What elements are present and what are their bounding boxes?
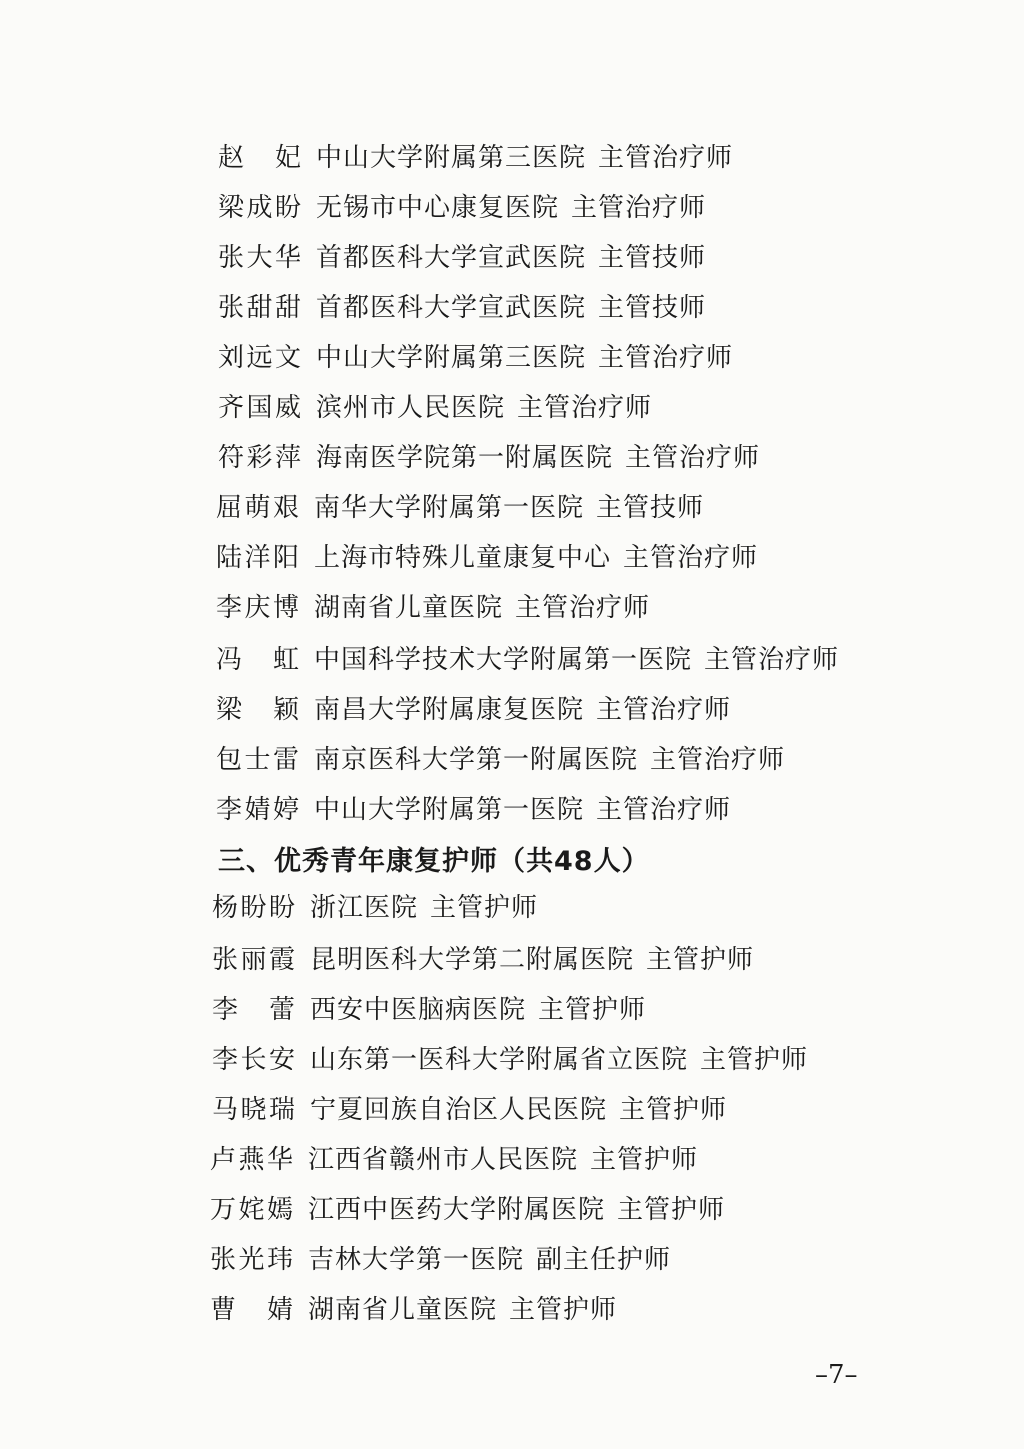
person-name: 符彩萍 [218, 443, 302, 473]
job-title: 主管护师 [430, 893, 539, 923]
organization: 宁夏回族自治区人民医院 [310, 1095, 608, 1125]
job-title: 主管治疗师 [598, 343, 734, 373]
person-name: 李庆博 [216, 593, 300, 623]
list-item [216, 740, 785, 780]
organization: 湖南省儿童医院 [314, 593, 504, 623]
list-item [210, 1190, 725, 1230]
list-item [216, 640, 839, 680]
organization: 昆明医科大学第二附属医院 [310, 945, 635, 975]
job-title: 主管护师 [538, 995, 647, 1025]
person-name: 张光玮 [210, 1245, 294, 1275]
job-title: 副主任护师 [536, 1245, 672, 1275]
person-name: 张丽霞 [212, 945, 296, 975]
organization: 首都医科大学宣武医院 [316, 243, 587, 273]
organization: 首都医科大学宣武医院 [316, 293, 587, 323]
person-name: 包士雷 [216, 745, 300, 775]
person-name: 卢燕华 [210, 1145, 294, 1175]
list-item [212, 1090, 727, 1130]
organization: 南京医科大学第一附属医院 [314, 745, 639, 775]
organization: 滨州市人民医院 [316, 393, 506, 423]
job-title: 主管治疗师 [704, 645, 840, 675]
list-item [218, 138, 733, 178]
job-title: 主管技师 [598, 293, 707, 323]
person-name: 马晓瑞 [212, 1095, 296, 1125]
job-title: 主管技师 [596, 493, 705, 523]
person-name: 齐国威 [218, 393, 302, 423]
person-name: 陆洋阳 [216, 543, 300, 573]
person-name: 张大华 [218, 243, 302, 273]
organization: 中国科学技术大学附属第一医院 [314, 645, 693, 675]
person-name: 李蕾 [212, 995, 296, 1025]
person-name: 刘远文 [218, 343, 302, 373]
person-name: 屈萌艰 [216, 493, 300, 523]
job-title: 主管技师 [598, 243, 707, 273]
person-name: 李长安 [212, 1045, 296, 1075]
organization: 湖南省儿童医院 [308, 1295, 498, 1325]
list-item [216, 790, 731, 830]
organization: 山东第一医科大学附属省立医院 [310, 1045, 689, 1075]
person-name: 万姹嫣 [210, 1195, 294, 1225]
organization: 海南医学院第一附属医院 [316, 443, 614, 473]
job-title: 主管治疗师 [571, 193, 707, 223]
list-item [212, 888, 538, 928]
organization: 浙江医院 [310, 893, 419, 923]
organization: 吉林大学第一医院 [308, 1245, 525, 1275]
list-item [210, 1290, 617, 1330]
job-title: 主管护师 [646, 945, 755, 975]
person-name: 赵妃 [218, 143, 302, 173]
list-item [216, 588, 650, 628]
person-name: 梁成盼 [218, 193, 302, 223]
page-number: –7– [815, 1360, 858, 1390]
person-name: 梁颖 [216, 695, 300, 725]
organization: 西安中医脑病医院 [310, 995, 527, 1025]
list-item [218, 238, 706, 278]
list-item [212, 1040, 808, 1080]
list-item [218, 288, 706, 328]
person-name: 张甜甜 [218, 293, 302, 323]
list-item [216, 488, 704, 528]
job-title: 主管治疗师 [625, 443, 761, 473]
job-title: 主管治疗师 [598, 143, 734, 173]
list-item [216, 538, 758, 578]
organization: 中山大学附属第三医院 [316, 143, 587, 173]
person-name: 杨盼盼 [212, 893, 296, 923]
organization: 江西省赣州市人民医院 [308, 1145, 579, 1175]
job-title: 主管护师 [700, 1045, 809, 1075]
list-item [218, 338, 733, 378]
organization: 南昌大学附属康复医院 [314, 695, 585, 725]
job-title: 主管护师 [617, 1195, 726, 1225]
person-name: 李婧婷 [216, 795, 300, 825]
organization: 无锡市中心康复医院 [316, 193, 560, 223]
organization: 中山大学附属第三医院 [316, 343, 587, 373]
job-title: 主管治疗师 [517, 393, 653, 423]
list-item [212, 940, 754, 980]
organization: 南华大学附属第一医院 [314, 493, 585, 523]
person-name: 曹婧 [210, 1295, 294, 1325]
job-title: 主管治疗师 [596, 695, 732, 725]
list-item [212, 990, 646, 1030]
job-title: 主管治疗师 [596, 795, 732, 825]
job-title: 主管治疗师 [623, 543, 759, 573]
list-item [210, 1240, 671, 1280]
organization: 上海市特殊儿童康复中心 [314, 543, 612, 573]
person-name: 冯虹 [216, 645, 300, 675]
section-heading: 三、优秀青年康复护师（共48人） [218, 846, 650, 877]
list-item [218, 388, 652, 428]
job-title: 主管护师 [619, 1095, 728, 1125]
organization: 中山大学附属第一医院 [314, 795, 585, 825]
organization: 江西中医药大学附属医院 [308, 1195, 606, 1225]
list-item [218, 438, 760, 478]
job-title: 主管治疗师 [650, 745, 786, 775]
list-item [218, 188, 706, 228]
job-title: 主管护师 [509, 1295, 618, 1325]
job-title: 主管治疗师 [515, 593, 651, 623]
job-title: 主管护师 [590, 1145, 699, 1175]
list-item [210, 1140, 698, 1180]
list-item [216, 690, 731, 730]
